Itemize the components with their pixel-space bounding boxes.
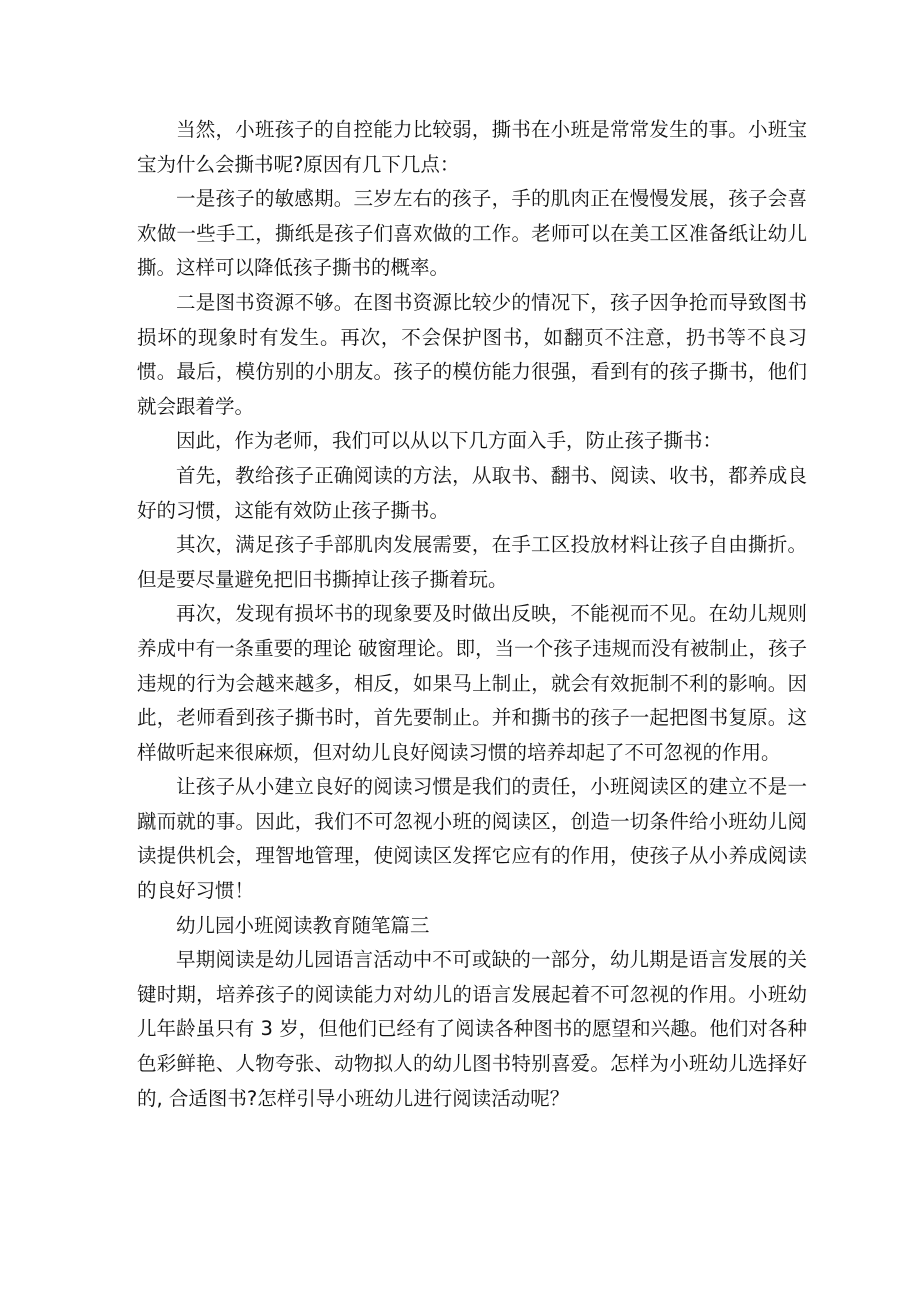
paragraph: 当然，小班孩子的自控能力比较弱，撕书在小班是常常发生的事。小班宝宝为什么会撕书呢?原因有几下几点： — [137, 118, 807, 176]
paragraph: 其次，满足孩子手部肌肉发展需要，在手工区投放材料让孩子自由撕折。但是要尽量避免把旧书撕掉让孩子撕着玩。 — [137, 533, 807, 591]
document-body — [137, 113, 807, 1116]
paragraph: 因此，作为老师，我们可以从以下几方面入手，防止孩子撕书： — [176, 429, 723, 453]
paragraph: 二是图书资源不够。在图书资源比较少的情况下，孩子因争抢而导致图书损坏的现象时有发生。再次，不会保护图书，如翻页不注意，扔书等不良习惯。最后，模仿别的小朋友。孩子的模仿能力很强，看到有的孩子撕书，他们就会跟着学。 — [137, 290, 807, 418]
paragraph: 再次，发现有损坏书的现象要及时做出反映，不能视而不见。在幼儿规则养成中有一条重要的理论 破窗理论。即，当一个孩子违规而没有被制止，孩子违规的行为会越来越多，相反，如果马上制止，就会有效扼制不利的影响。因此，老师看到孩子撕书时，首先要制止。并和撕书的孩子一起把图书复原。这样做听起来很麻烦，但对幼儿良好阅读习惯的培养却起了不可忽视的作用。 — [137, 602, 807, 764]
paragraph: 早期阅读是幼儿园语言活动中不可或缺的一部分，幼儿期是语言发展的关键时期，培养孩子的阅读能力对幼儿的语言发展起着不可忽视的作用。小班幼儿年龄虽只有 3 岁，但他们已经有了阅读各种图书的愿望和兴趣。他们对各种色彩鲜艳、人物夸张、动物拟人的幼儿图书特别喜爱。怎样为小班幼儿选择好的, 合适图书?怎样引导小班幼儿进行阅读活动呢？ — [137, 948, 807, 1110]
paragraph: 一是孩子的敏感期。三岁左右的孩子，手的肌肉正在慢慢发展，孩子会喜欢做一些手工，撕纸是孩子们喜欢做的工作。老师可以在美工区准备纸让幼儿撕。这样可以降低孩子撕书的概率。 — [137, 187, 807, 280]
paragraph: 让孩子从小建立良好的阅读习惯是我们的责任，小班阅读区的建立不是一蹴而就的事。因此，我们不可忽视小班的阅读区，创造一切条件给小班幼儿阅读提供机会，理智地管理，使阅读区发挥它应有的作用，使孩子从小养成阅读的良好习惯！ — [137, 775, 807, 903]
paragraph: 首先，教给孩子正确阅读的方法，从取书、翻书、阅读、收书，都养成良好的习惯，这能有效防止孩子撕书。 — [137, 463, 807, 522]
section-heading: 幼儿园小班阅读教育随笔篇三 — [176, 913, 430, 937]
